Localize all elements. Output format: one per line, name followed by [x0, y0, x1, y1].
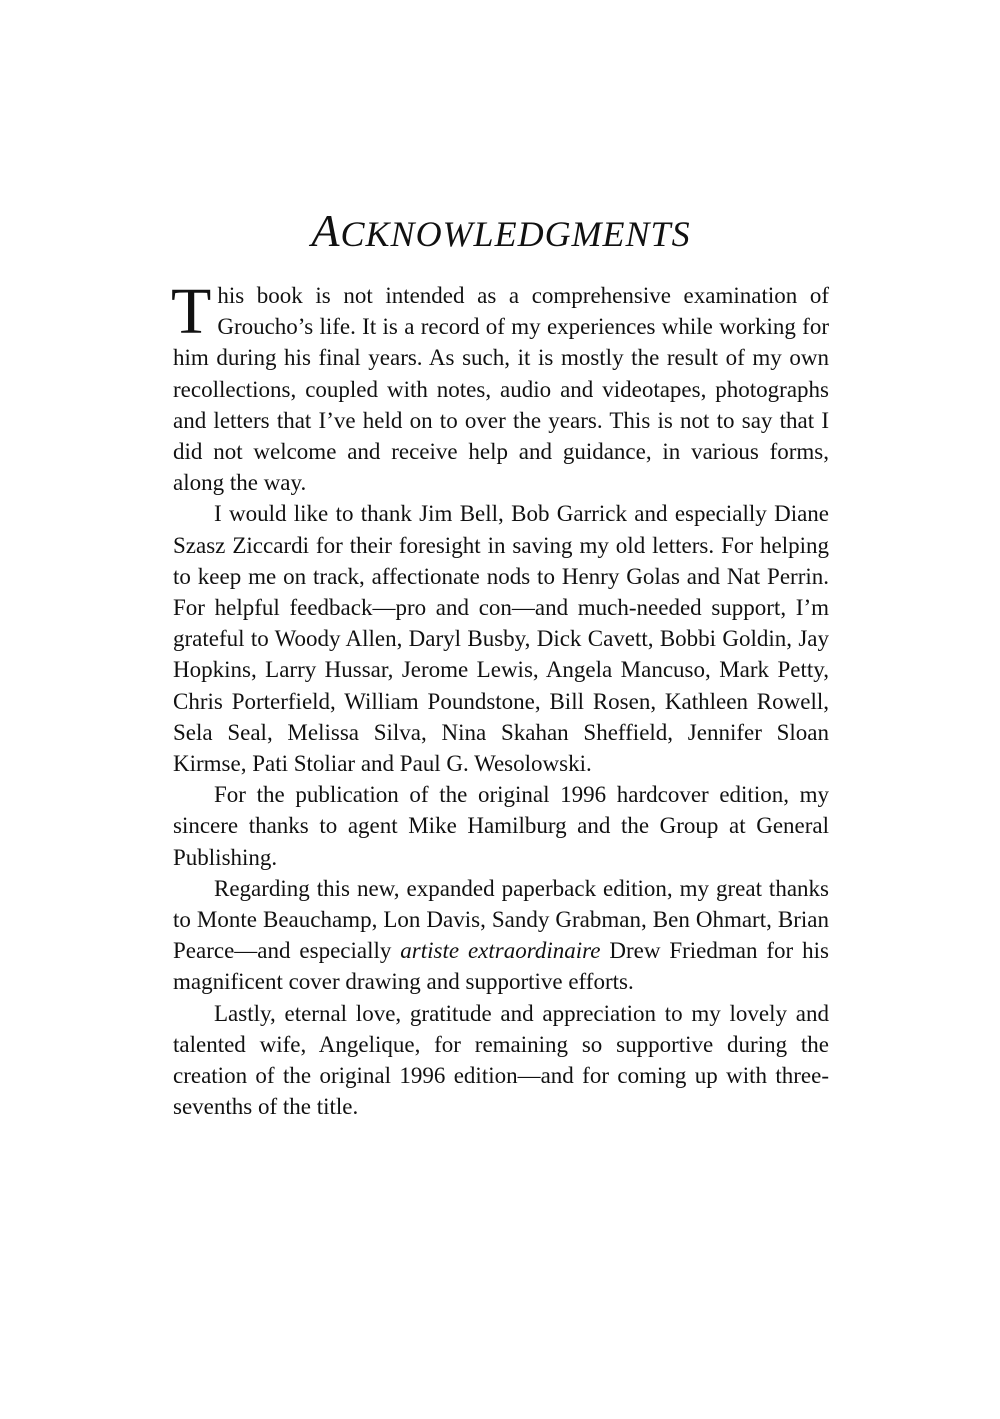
paragraph-4 — [173, 873, 829, 998]
title-initial: A — [311, 205, 341, 256]
paragraph-4-emphasis: artiste extraordinaire — [400, 938, 601, 964]
title-rest: CKNOWLEDGMENTS — [340, 214, 691, 254]
paragraph-3: For the publication of the original 1996 hardcover edition, my sincere thanks to agent Mike Hamilburg and the Group at General Publishing. — [173, 782, 829, 870]
paragraph-5: Lastly, eternal love, gratitude and appreciation to my lovely and talented wife, Angelique, for remaining so supportive during the creation of the original 1996 edition—and for coming up with three-sevenths of the title. — [173, 1000, 829, 1120]
acknowledgments-text — [171, 275, 829, 1122]
paragraph-2: I would like to thank Jim Bell, Bob Garrick and especially Diane Szasz Ziccardi for their foresight in saving my old letters. For helping to keep me on track, affectionate nods to Henry Golas and Nat Perrin. For helpful feedback—pro and con—and much-needed support, I’m grateful to Woody Allen, Daryl Busby, Dick Cavett, Bobbi Goldin, Jay Hopkins, Larry Hussar, Jerome Lewis, Angela Mancuso, Mark Petty, Chris Porterfield, William Poundstone, Bill Rosen, Kathleen Rowell, Sela Seal, Melissa Silva, Nina Skahan Sheffield, Jennifer Sloan Kirmse, Pati Stoliar and Paul G. Wesolowski. — [173, 501, 829, 777]
paragraph-4-before: Regarding this new, expanded paperback edition, my great thanks to Monte Beauchamp, Lon Davis, Sandy Grabman, Ben Ohmart, Brian Pearce—and especially — [173, 875, 829, 964]
paragraph-4-after: Drew Friedman for his magnificent cover drawing and supportive efforts. — [173, 938, 829, 995]
paragraph-1-text: his book is not intended as a comprehensive examination of Groucho’s life. It is a record of my experiences while working for him during his final years. As such, it is mostly the result of my own recollections, coupled with notes, audio and videotapes, photographs and letters that I’ve held on to over the years. This is not to say that I did not welcome and receive help and guidance, in various forms, along the way. — [173, 283, 829, 496]
paragraph-1 — [171, 275, 829, 498]
page-title — [173, 207, 829, 258]
drop-cap: T — [171, 275, 212, 348]
